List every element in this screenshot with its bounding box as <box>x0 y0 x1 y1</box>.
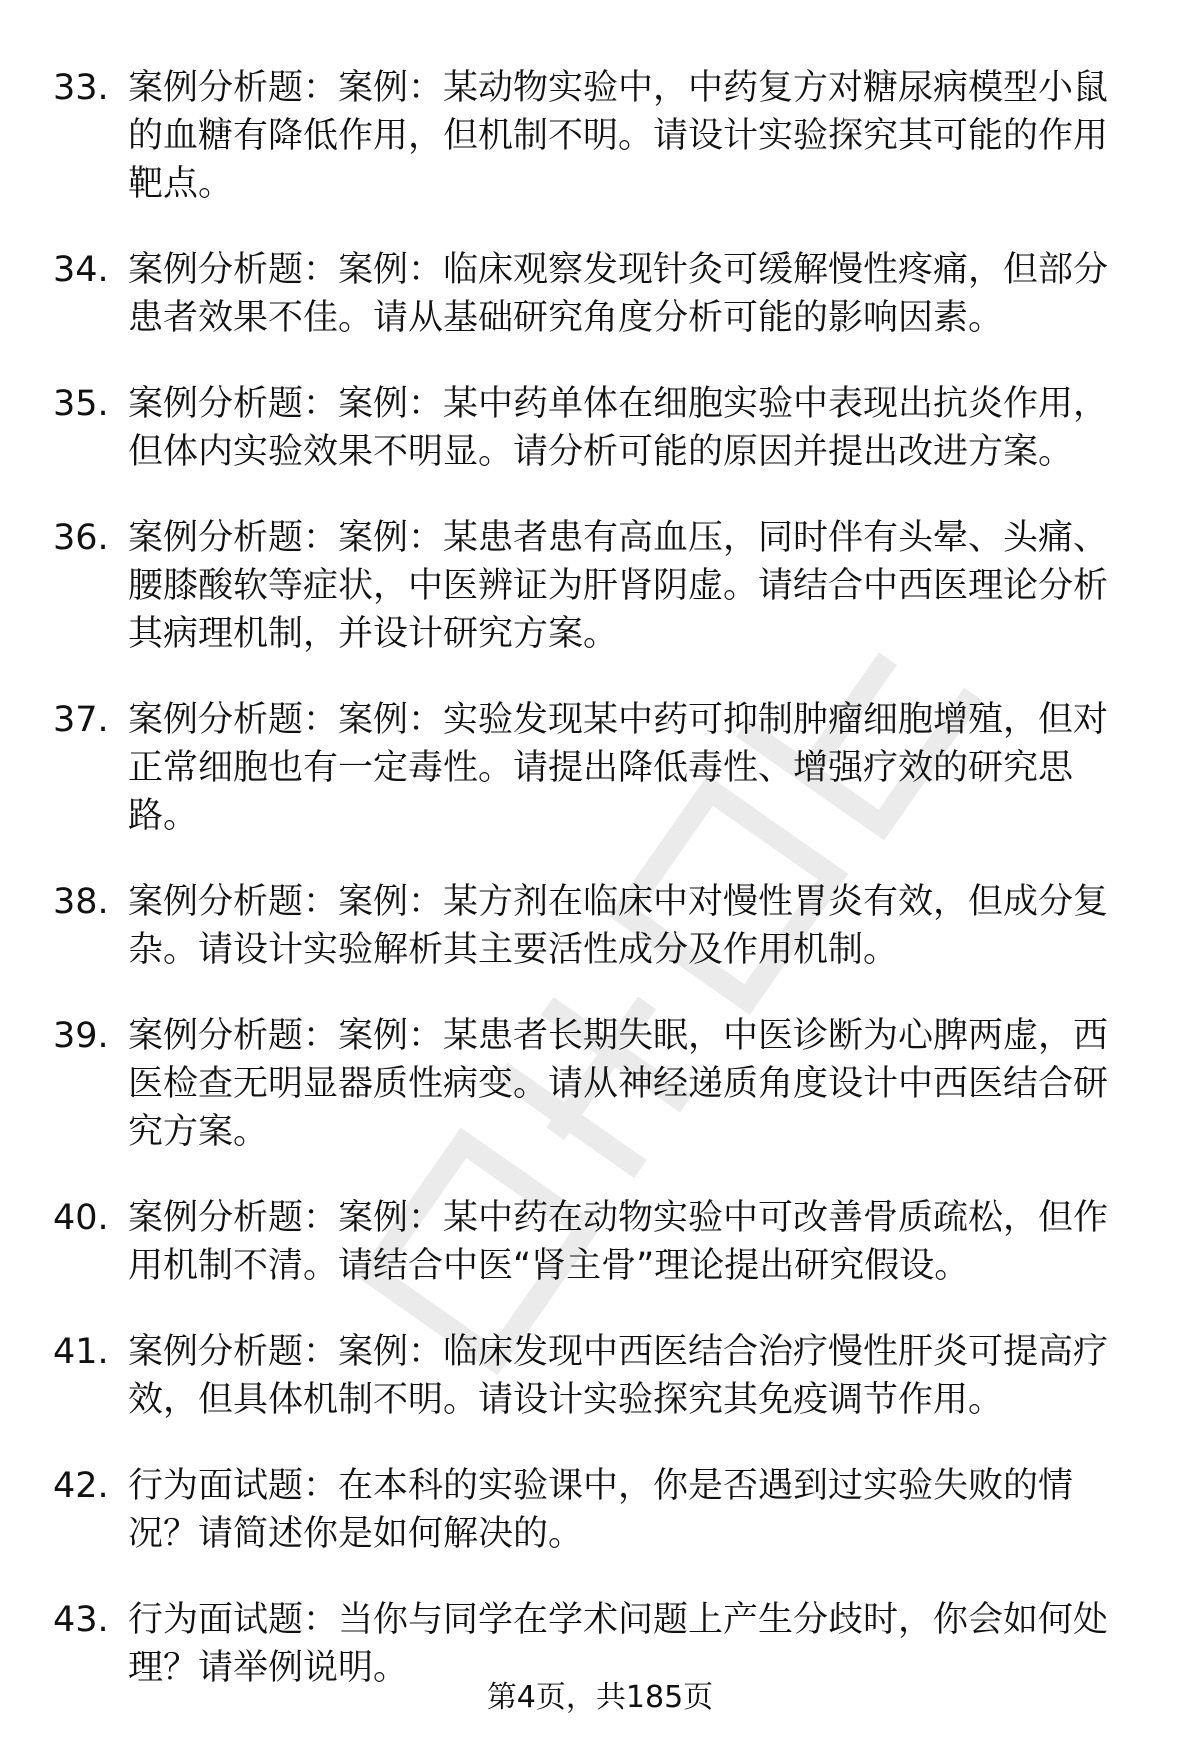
question-number: 34. <box>53 250 109 290</box>
question-text <box>128 696 1148 840</box>
page-footer: 第4页，共185页 <box>486 1680 714 1715</box>
question-line: 行为面试题：当你与同学在学术问题上产生分歧时，你会如何处 <box>128 1600 1109 1640</box>
question-text <box>128 380 1148 476</box>
question-number: 41. <box>53 1332 109 1372</box>
question-line: 医检查无明显器质性病变。请从神经递质角度设计中西医结合研 <box>128 1064 1109 1104</box>
question-item <box>0 380 1200 476</box>
question-line: 案例分析题：案例：临床发现中西医结合治疗慢性肝炎可提高疗 <box>128 1332 1109 1372</box>
question-item <box>0 514 1200 658</box>
question-text <box>128 1012 1148 1156</box>
question-line: 的血糖有降低作用，但机制不明。请设计实验探究其可能的作用 <box>128 116 1109 156</box>
question-number: 36. <box>53 518 109 558</box>
question-item <box>0 1462 1200 1558</box>
question-text <box>128 1194 1148 1290</box>
question-line: 理？请举例说明。 <box>128 1648 409 1688</box>
question-line: 效，但具体机制不明。请设计实验探究其免疫调节作用。 <box>128 1380 1004 1420</box>
question-list <box>0 64 1200 1730</box>
question-line: 其病理机制，并设计研究方案。 <box>128 614 619 654</box>
question-line: 行为面试题：在本科的实验课中，你是否遇到过实验失败的情 <box>128 1466 1074 1506</box>
question-item <box>0 1328 1200 1424</box>
question-line: 案例分析题：案例：某方剂在临床中对慢性胃炎有效，但成分复 <box>128 882 1109 922</box>
question-number: 39. <box>53 1016 109 1056</box>
question-number: 33. <box>53 68 109 108</box>
question-line: 案例分析题：案例：某中药单体在细胞实验中表现出抗炎作用， <box>128 384 1109 424</box>
question-item <box>0 1012 1200 1156</box>
question-line: 究方案。 <box>128 1112 269 1152</box>
question-number: 37. <box>53 700 109 740</box>
question-item <box>0 246 1200 342</box>
question-line: 但体内实验效果不明显。请分析可能的原因并提出改进方案。 <box>128 432 1074 472</box>
question-line: 案例分析题：案例：某患者患有高血压，同时伴有头晕、头痛、 <box>128 518 1109 558</box>
question-line: 案例分析题：案例：实验发现某中药可抑制肿瘤细胞增殖，但对 <box>128 700 1109 740</box>
question-text <box>128 64 1148 208</box>
question-text <box>128 246 1148 342</box>
question-line: 腰膝酸软等症状，中医辨证为肝肾阴虚。请结合中西医理论分析 <box>128 566 1109 606</box>
question-number: 35. <box>53 384 109 424</box>
question-text <box>128 1462 1148 1558</box>
question-item <box>0 1194 1200 1290</box>
question-line: 患者效果不佳。请从基础研究角度分析可能的影响因素。 <box>128 298 1004 338</box>
question-line: 案例分析题：案例：某患者长期失眠，中医诊断为心脾两虚，西 <box>128 1016 1109 1056</box>
question-line: 路。 <box>128 796 199 836</box>
question-line: 用机制不清。请结合中医“肾主骨”理论提出研究假设。 <box>128 1246 970 1286</box>
question-line: 靶点。 <box>128 164 234 204</box>
question-number: 42. <box>53 1466 109 1506</box>
question-text <box>128 1328 1148 1424</box>
question-item <box>0 878 1200 974</box>
question-text <box>128 878 1148 974</box>
question-number: 38. <box>53 882 109 922</box>
question-item <box>0 696 1200 840</box>
question-line: 案例分析题：案例：临床观察发现针灸可缓解慢性疼痛，但部分 <box>128 250 1109 290</box>
question-number: 40. <box>53 1198 109 1238</box>
question-line: 杂。请设计实验解析其主要活性成分及作用机制。 <box>128 930 899 970</box>
question-item <box>0 64 1200 208</box>
question-line: 案例分析题：案例：某中药在动物实验中可改善骨质疏松，但作 <box>128 1198 1109 1238</box>
question-line: 正常细胞也有一定毒性。请提出降低毒性、增强疗效的研究思 <box>128 748 1074 788</box>
question-line: 案例分析题：案例：某动物实验中，中药复方对糖尿病模型小鼠 <box>128 68 1109 108</box>
question-text <box>128 514 1148 658</box>
question-line: 况？请简述你是如何解决的。 <box>128 1514 584 1554</box>
question-number: 43. <box>53 1600 109 1640</box>
